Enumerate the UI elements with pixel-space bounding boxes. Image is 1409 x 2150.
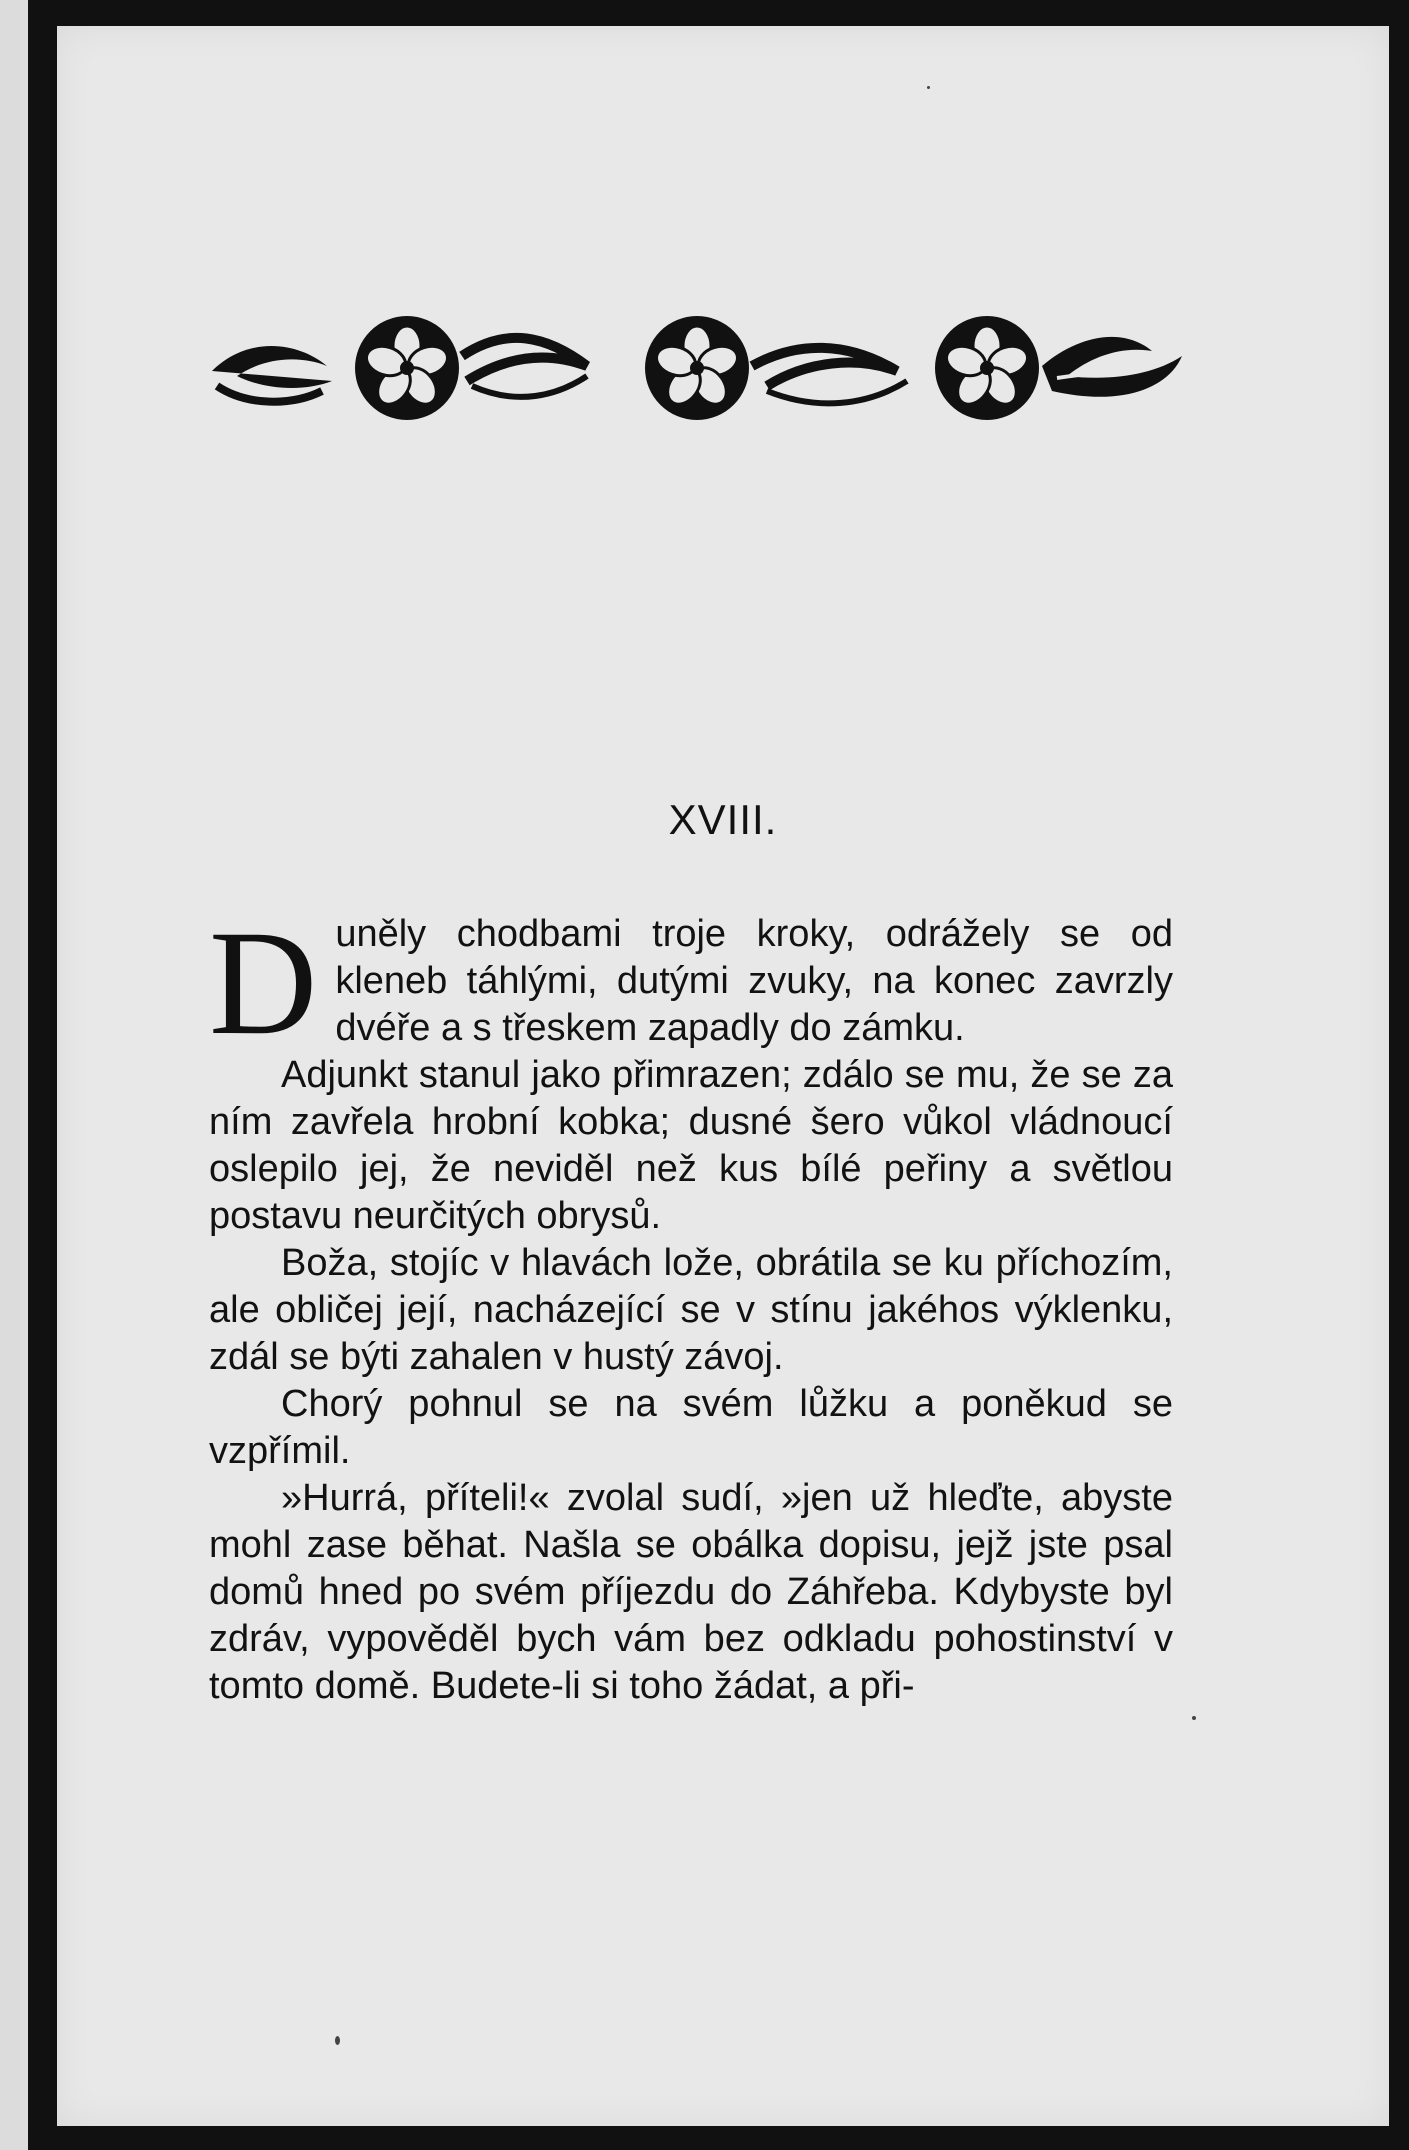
- paragraph: »Hurrá, příteli!« zvolal sudí, »jen už hleďte, abyste mohl zase běhat. Našla se obálka dopisu, jejž jste psal domů hned po svém příjezdu do Záhřeba. Kdybyste byl zdráv, vypověděl bych vám bez odkladu pohostinství v tomto domě. Budete-li si toho žádat, a při-: [209, 1477, 1173, 1707]
- paragraph: [209, 900, 1173, 1066]
- paper-speck: [927, 86, 930, 89]
- book-page: [57, 26, 1389, 2126]
- paragraph-text: uněly chodbami troje kroky, odrážely se od kleneb táhlými, dutými zvuky, na konec zavrzly dvéře a s třeskem zapadly do zámku.: [335, 913, 1173, 1049]
- floral-border-icon: [207, 296, 1187, 446]
- drop-cap: D: [209, 900, 318, 1066]
- paragraph: Chorý pohnul se na svém lůžku a poněkud se vzpřímil.: [209, 1383, 1173, 1472]
- paper-speck: [335, 2036, 340, 2045]
- body-text: [209, 900, 1173, 1710]
- paragraph: Boža, stojíc v hlavách lože, obrátila se ku příchozím, ale obličej její, nacházející se v stínu jakéhos výklenku, zdál se býti zahalen v hustý závoj.: [209, 1242, 1173, 1378]
- adjacent-page-edge: [0, 0, 28, 2150]
- chapter-number: XVIII.: [668, 796, 778, 843]
- paper-speck: [1192, 1716, 1196, 1720]
- paragraph: Adjunkt stanul jako přimrazen; zdálo se mu, že se za ním zavřela hrobní kobka; dusné šero vůkol vládnoucí oslepilo jej, že neviděl než kus bílé peřiny a světlou postavu neurčitých obrysů.: [209, 1054, 1173, 1237]
